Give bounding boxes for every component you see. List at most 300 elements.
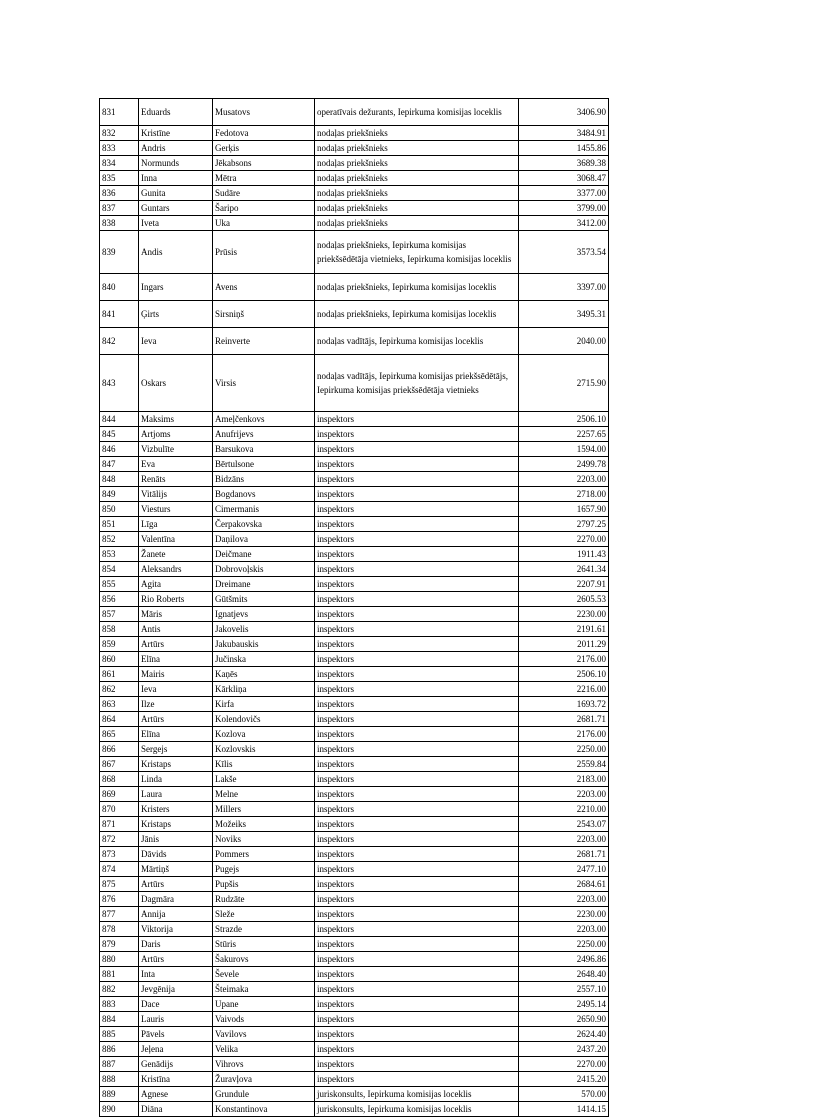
position-cell: inspektors — [315, 652, 519, 667]
position-cell: inspektors — [315, 847, 519, 862]
row-number-cell: 846 — [100, 442, 139, 457]
row-number-cell: 856 — [100, 592, 139, 607]
last-name-cell: Prūsis — [213, 231, 315, 274]
salary-cell: 2207.91 — [519, 577, 609, 592]
row-number-cell: 862 — [100, 682, 139, 697]
position-cell: nodaļas priekšnieks — [315, 126, 519, 141]
last-name-cell: Šteimaka — [213, 982, 315, 997]
position-cell: nodaļas vadītājs, Iepirkuma komisijas priekšsēdētājs, Iepirkuma komisijas priekšsēdētāja vietnieks — [315, 355, 519, 412]
salary-cell: 1455.86 — [519, 141, 609, 156]
row-number-cell: 834 — [100, 156, 139, 171]
table-row — [100, 922, 609, 937]
row-number-cell: 888 — [100, 1072, 139, 1087]
table-row — [100, 592, 609, 607]
last-name-cell: Grundule — [213, 1087, 315, 1102]
position-cell: inspektors — [315, 772, 519, 787]
salary-cell: 3377.00 — [519, 186, 609, 201]
first-name-cell: Līga — [139, 517, 213, 532]
position-cell: inspektors — [315, 547, 519, 562]
table-row — [100, 1042, 609, 1057]
position-cell: inspektors — [315, 877, 519, 892]
last-name-cell: Jakubauskis — [213, 637, 315, 652]
position-cell: operatīvais dežurants, Iepirkuma komisijas loceklis — [315, 99, 519, 126]
salary-cell: 570.00 — [519, 1087, 609, 1102]
row-number-cell: 857 — [100, 607, 139, 622]
row-number-cell: 843 — [100, 355, 139, 412]
first-name-cell: Viesturs — [139, 502, 213, 517]
salary-cell: 2437.20 — [519, 1042, 609, 1057]
salary-cell: 3397.00 — [519, 274, 609, 301]
first-name-cell: Inna — [139, 171, 213, 186]
first-name-cell: Mairis — [139, 667, 213, 682]
last-name-cell: Rudzāte — [213, 892, 315, 907]
last-name-cell: Noviks — [213, 832, 315, 847]
last-name-cell: Velika — [213, 1042, 315, 1057]
first-name-cell: Kristīne — [139, 126, 213, 141]
first-name-cell: Dace — [139, 997, 213, 1012]
first-name-cell: Ieva — [139, 328, 213, 355]
table-row — [100, 156, 609, 171]
row-number-cell: 886 — [100, 1042, 139, 1057]
row-number-cell: 841 — [100, 301, 139, 328]
salary-cell: 1911.43 — [519, 547, 609, 562]
first-name-cell: Genādijs — [139, 1057, 213, 1072]
last-name-cell: Čerpakovska — [213, 517, 315, 532]
table-row — [100, 201, 609, 216]
position-cell: inspektors — [315, 517, 519, 532]
salary-cell: 2506.10 — [519, 667, 609, 682]
last-name-cell: Cimermanis — [213, 502, 315, 517]
position-cell: inspektors — [315, 562, 519, 577]
last-name-cell: Mētra — [213, 171, 315, 186]
salary-cell: 1657.90 — [519, 502, 609, 517]
position-cell: nodaļas priekšnieks — [315, 156, 519, 171]
table-row — [100, 328, 609, 355]
first-name-cell: Kristaps — [139, 757, 213, 772]
last-name-cell: Kārkliņa — [213, 682, 315, 697]
first-name-cell: Artūrs — [139, 877, 213, 892]
first-name-cell: Inta — [139, 967, 213, 982]
table-row — [100, 1102, 609, 1117]
table-row — [100, 652, 609, 667]
salary-cell: 2650.90 — [519, 1012, 609, 1027]
position-cell: inspektors — [315, 622, 519, 637]
table-row — [100, 982, 609, 997]
salary-cell: 2641.34 — [519, 562, 609, 577]
table-row — [100, 301, 609, 328]
first-name-cell: Rio Roberts — [139, 592, 213, 607]
salary-cell: 1414.15 — [519, 1102, 609, 1117]
table-row — [100, 682, 609, 697]
salary-cell: 2557.10 — [519, 982, 609, 997]
table-row — [100, 1057, 609, 1072]
salary-cell: 2624.40 — [519, 1027, 609, 1042]
first-name-cell: Vitālijs — [139, 487, 213, 502]
last-name-cell: Ševele — [213, 967, 315, 982]
last-name-cell: Melne — [213, 787, 315, 802]
last-name-cell: Kaņēs — [213, 667, 315, 682]
first-name-cell: Viktorija — [139, 922, 213, 937]
last-name-cell: Sirsniņš — [213, 301, 315, 328]
first-name-cell: Mārtiņš — [139, 862, 213, 877]
last-name-cell: Kozlovskis — [213, 742, 315, 757]
row-number-cell: 833 — [100, 141, 139, 156]
position-cell: inspektors — [315, 922, 519, 937]
row-number-cell: 831 — [100, 99, 139, 126]
row-number-cell: 864 — [100, 712, 139, 727]
table-row — [100, 532, 609, 547]
salary-cell: 2257.65 — [519, 427, 609, 442]
salary-cell: 2176.00 — [519, 652, 609, 667]
salary-cell: 3406.90 — [519, 99, 609, 126]
last-name-cell: Jučinska — [213, 652, 315, 667]
table-row — [100, 99, 609, 126]
salary-cell: 2203.00 — [519, 832, 609, 847]
row-number-cell: 881 — [100, 967, 139, 982]
table-row — [100, 412, 609, 427]
table-row — [100, 892, 609, 907]
table-row — [100, 757, 609, 772]
last-name-cell: Pommers — [213, 847, 315, 862]
row-number-cell: 870 — [100, 802, 139, 817]
position-cell: inspektors — [315, 442, 519, 457]
salary-cell: 2477.10 — [519, 862, 609, 877]
position-cell: inspektors — [315, 727, 519, 742]
table-row — [100, 877, 609, 892]
table-row — [100, 967, 609, 982]
salary-cell: 2011.29 — [519, 637, 609, 652]
row-number-cell: 836 — [100, 186, 139, 201]
table-row — [100, 937, 609, 952]
last-name-cell: Uka — [213, 216, 315, 231]
salary-cell: 2681.71 — [519, 712, 609, 727]
last-name-cell: Millers — [213, 802, 315, 817]
first-name-cell: Elīna — [139, 652, 213, 667]
row-number-cell: 876 — [100, 892, 139, 907]
row-number-cell: 877 — [100, 907, 139, 922]
table-row — [100, 802, 609, 817]
table-row — [100, 637, 609, 652]
first-name-cell: Oskars — [139, 355, 213, 412]
first-name-cell: Eduards — [139, 99, 213, 126]
salary-cell: 2718.00 — [519, 487, 609, 502]
salary-cell: 2506.10 — [519, 412, 609, 427]
salary-cell: 2559.84 — [519, 757, 609, 772]
last-name-cell: Virsis — [213, 355, 315, 412]
table-row — [100, 787, 609, 802]
table-row — [100, 1087, 609, 1102]
salary-cell: 2216.00 — [519, 682, 609, 697]
row-number-cell: 852 — [100, 532, 139, 547]
row-number-cell: 847 — [100, 457, 139, 472]
salary-cell: 2203.00 — [519, 922, 609, 937]
salary-cell: 2203.00 — [519, 472, 609, 487]
position-cell: inspektors — [315, 1072, 519, 1087]
first-name-cell: Diāna — [139, 1102, 213, 1117]
first-name-cell: Kristers — [139, 802, 213, 817]
last-name-cell: Jakovelis — [213, 622, 315, 637]
table-row — [100, 727, 609, 742]
position-cell: inspektors — [315, 1057, 519, 1072]
row-number-cell: 890 — [100, 1102, 139, 1117]
table-row — [100, 772, 609, 787]
salary-cell: 2797.25 — [519, 517, 609, 532]
first-name-cell: Žanete — [139, 547, 213, 562]
first-name-cell: Andris — [139, 141, 213, 156]
row-number-cell: 884 — [100, 1012, 139, 1027]
first-name-cell: Andis — [139, 231, 213, 274]
last-name-cell: Bogdanovs — [213, 487, 315, 502]
row-number-cell: 885 — [100, 1027, 139, 1042]
table-row — [100, 1027, 609, 1042]
last-name-cell: Žuravļova — [213, 1072, 315, 1087]
first-name-cell: Māris — [139, 607, 213, 622]
position-cell: inspektors — [315, 637, 519, 652]
table-row — [100, 1072, 609, 1087]
last-name-cell: Gerķis — [213, 141, 315, 156]
first-name-cell: Agnese — [139, 1087, 213, 1102]
first-name-cell: Dāvids — [139, 847, 213, 862]
row-number-cell: 874 — [100, 862, 139, 877]
position-cell: juriskonsults, Iepirkuma komisijas loceklis — [315, 1087, 519, 1102]
row-number-cell: 889 — [100, 1087, 139, 1102]
row-number-cell: 837 — [100, 201, 139, 216]
first-name-cell: Gunita — [139, 186, 213, 201]
position-cell: inspektors — [315, 427, 519, 442]
salary-cell: 3573.54 — [519, 231, 609, 274]
row-number-cell: 887 — [100, 1057, 139, 1072]
salary-cell: 2191.61 — [519, 622, 609, 637]
position-cell: inspektors — [315, 1042, 519, 1057]
position-cell: inspektors — [315, 832, 519, 847]
first-name-cell: Lauris — [139, 1012, 213, 1027]
row-number-cell: 849 — [100, 487, 139, 502]
salary-cell: 2250.00 — [519, 937, 609, 952]
position-cell: inspektors — [315, 937, 519, 952]
row-number-cell: 869 — [100, 787, 139, 802]
last-name-cell: Reinverte — [213, 328, 315, 355]
table-row — [100, 907, 609, 922]
row-number-cell: 878 — [100, 922, 139, 937]
row-number-cell: 879 — [100, 937, 139, 952]
first-name-cell: Normunds — [139, 156, 213, 171]
table-row — [100, 502, 609, 517]
first-name-cell: Iveta — [139, 216, 213, 231]
row-number-cell: 854 — [100, 562, 139, 577]
first-name-cell: Artūrs — [139, 637, 213, 652]
last-name-cell: Sudāre — [213, 186, 315, 201]
salary-cell: 2684.61 — [519, 877, 609, 892]
row-number-cell: 873 — [100, 847, 139, 862]
salary-cell: 2040.00 — [519, 328, 609, 355]
first-name-cell: Vizbulīte — [139, 442, 213, 457]
row-number-cell: 832 — [100, 126, 139, 141]
last-name-cell: Musatovs — [213, 99, 315, 126]
position-cell: inspektors — [315, 1012, 519, 1027]
salary-cell: 3689.38 — [519, 156, 609, 171]
row-number-cell: 860 — [100, 652, 139, 667]
last-name-cell: Bērtulsone — [213, 457, 315, 472]
table-row — [100, 997, 609, 1012]
position-cell: inspektors — [315, 472, 519, 487]
position-cell: inspektors — [315, 577, 519, 592]
position-cell: inspektors — [315, 697, 519, 712]
table-row — [100, 274, 609, 301]
last-name-cell: Strazde — [213, 922, 315, 937]
table-row — [100, 562, 609, 577]
salary-cell: 2648.40 — [519, 967, 609, 982]
first-name-cell: Ingars — [139, 274, 213, 301]
position-cell: nodaļas priekšnieks — [315, 171, 519, 186]
salary-cell: 1594.00 — [519, 442, 609, 457]
row-number-cell: 882 — [100, 982, 139, 997]
last-name-cell: Barsukova — [213, 442, 315, 457]
last-name-cell: Jēkabsons — [213, 156, 315, 171]
staff-salary-table — [99, 98, 609, 1117]
first-name-cell: Kristīna — [139, 1072, 213, 1087]
position-cell: inspektors — [315, 502, 519, 517]
last-name-cell: Konstantinova — [213, 1102, 315, 1117]
salary-cell: 2270.00 — [519, 532, 609, 547]
row-number-cell: 850 — [100, 502, 139, 517]
first-name-cell: Ģirts — [139, 301, 213, 328]
position-cell: nodaļas priekšnieks, Iepirkuma komisijas loceklis — [315, 301, 519, 328]
last-name-cell: Dobrovoļskis — [213, 562, 315, 577]
last-name-cell: Fedotova — [213, 126, 315, 141]
first-name-cell: Linda — [139, 772, 213, 787]
position-cell: nodaļas priekšnieks, Iepirkuma komisijas priekšsēdētāja vietnieks, Iepirkuma komisijas loceklis — [315, 231, 519, 274]
table-row — [100, 126, 609, 141]
table-row — [100, 1012, 609, 1027]
first-name-cell: Artūrs — [139, 952, 213, 967]
table-row — [100, 862, 609, 877]
table-row — [100, 141, 609, 156]
position-cell: nodaļas priekšnieks — [315, 201, 519, 216]
last-name-cell: Možeiks — [213, 817, 315, 832]
first-name-cell: Jānis — [139, 832, 213, 847]
first-name-cell: Artūrs — [139, 712, 213, 727]
salary-cell: 2230.00 — [519, 907, 609, 922]
row-number-cell: 839 — [100, 231, 139, 274]
salary-cell: 2203.00 — [519, 787, 609, 802]
row-number-cell: 845 — [100, 427, 139, 442]
table-row — [100, 171, 609, 186]
salary-cell: 2495.14 — [519, 997, 609, 1012]
last-name-cell: Sleže — [213, 907, 315, 922]
position-cell: inspektors — [315, 982, 519, 997]
last-name-cell: Šakurovs — [213, 952, 315, 967]
row-number-cell: 859 — [100, 637, 139, 652]
position-cell: juriskonsults, Iepirkuma komisijas loceklis — [315, 1102, 519, 1117]
table-body — [100, 99, 609, 1117]
first-name-cell: Jeļena — [139, 1042, 213, 1057]
salary-cell: 2210.00 — [519, 802, 609, 817]
salary-cell: 3412.00 — [519, 216, 609, 231]
position-cell: inspektors — [315, 997, 519, 1012]
last-name-cell: Anufrijevs — [213, 427, 315, 442]
salary-cell: 2496.86 — [519, 952, 609, 967]
position-cell: inspektors — [315, 802, 519, 817]
table-row — [100, 952, 609, 967]
position-cell: inspektors — [315, 712, 519, 727]
last-name-cell: Kozlova — [213, 727, 315, 742]
salary-cell: 2499.78 — [519, 457, 609, 472]
table-row — [100, 427, 609, 442]
position-cell: inspektors — [315, 607, 519, 622]
position-cell: inspektors — [315, 787, 519, 802]
salary-cell: 2250.00 — [519, 742, 609, 757]
row-number-cell: 858 — [100, 622, 139, 637]
salary-cell: 2230.00 — [519, 607, 609, 622]
row-number-cell: 861 — [100, 667, 139, 682]
salary-cell: 2176.00 — [519, 727, 609, 742]
first-name-cell: Guntars — [139, 201, 213, 216]
first-name-cell: Jevgēnija — [139, 982, 213, 997]
position-cell: inspektors — [315, 1027, 519, 1042]
row-number-cell: 863 — [100, 697, 139, 712]
first-name-cell: Antis — [139, 622, 213, 637]
salary-cell: 2183.00 — [519, 772, 609, 787]
position-cell: inspektors — [315, 412, 519, 427]
last-name-cell: Pupšis — [213, 877, 315, 892]
table-row — [100, 742, 609, 757]
table-row — [100, 712, 609, 727]
last-name-cell: Kīlis — [213, 757, 315, 772]
position-cell: inspektors — [315, 757, 519, 772]
first-name-cell: Daris — [139, 937, 213, 952]
position-cell: inspektors — [315, 817, 519, 832]
salary-cell: 3799.00 — [519, 201, 609, 216]
first-name-cell: Ilze — [139, 697, 213, 712]
row-number-cell: 866 — [100, 742, 139, 757]
table-row — [100, 457, 609, 472]
last-name-cell: Lakše — [213, 772, 315, 787]
first-name-cell: Elīna — [139, 727, 213, 742]
last-name-cell: Upane — [213, 997, 315, 1012]
position-cell: inspektors — [315, 592, 519, 607]
salary-cell: 3068.47 — [519, 171, 609, 186]
table-row — [100, 667, 609, 682]
last-name-cell: Gūtšmits — [213, 592, 315, 607]
table-row — [100, 216, 609, 231]
position-cell: inspektors — [315, 667, 519, 682]
salary-cell: 2715.90 — [519, 355, 609, 412]
last-name-cell: Vihrovs — [213, 1057, 315, 1072]
position-cell: nodaļas priekšnieks — [315, 141, 519, 156]
last-name-cell: Daņilova — [213, 532, 315, 547]
row-number-cell: 835 — [100, 171, 139, 186]
row-number-cell: 865 — [100, 727, 139, 742]
table-row — [100, 231, 609, 274]
first-name-cell: Laura — [139, 787, 213, 802]
salary-cell: 3495.31 — [519, 301, 609, 328]
first-name-cell: Maksims — [139, 412, 213, 427]
last-name-cell: Dreimane — [213, 577, 315, 592]
row-number-cell: 853 — [100, 547, 139, 562]
table-row — [100, 487, 609, 502]
last-name-cell: Šaripo — [213, 201, 315, 216]
position-cell: inspektors — [315, 907, 519, 922]
position-cell: inspektors — [315, 952, 519, 967]
row-number-cell: 840 — [100, 274, 139, 301]
table-row — [100, 472, 609, 487]
first-name-cell: Eva — [139, 457, 213, 472]
first-name-cell: Artjoms — [139, 427, 213, 442]
position-cell: inspektors — [315, 487, 519, 502]
position-cell: inspektors — [315, 457, 519, 472]
last-name-cell: Avens — [213, 274, 315, 301]
position-cell: inspektors — [315, 742, 519, 757]
